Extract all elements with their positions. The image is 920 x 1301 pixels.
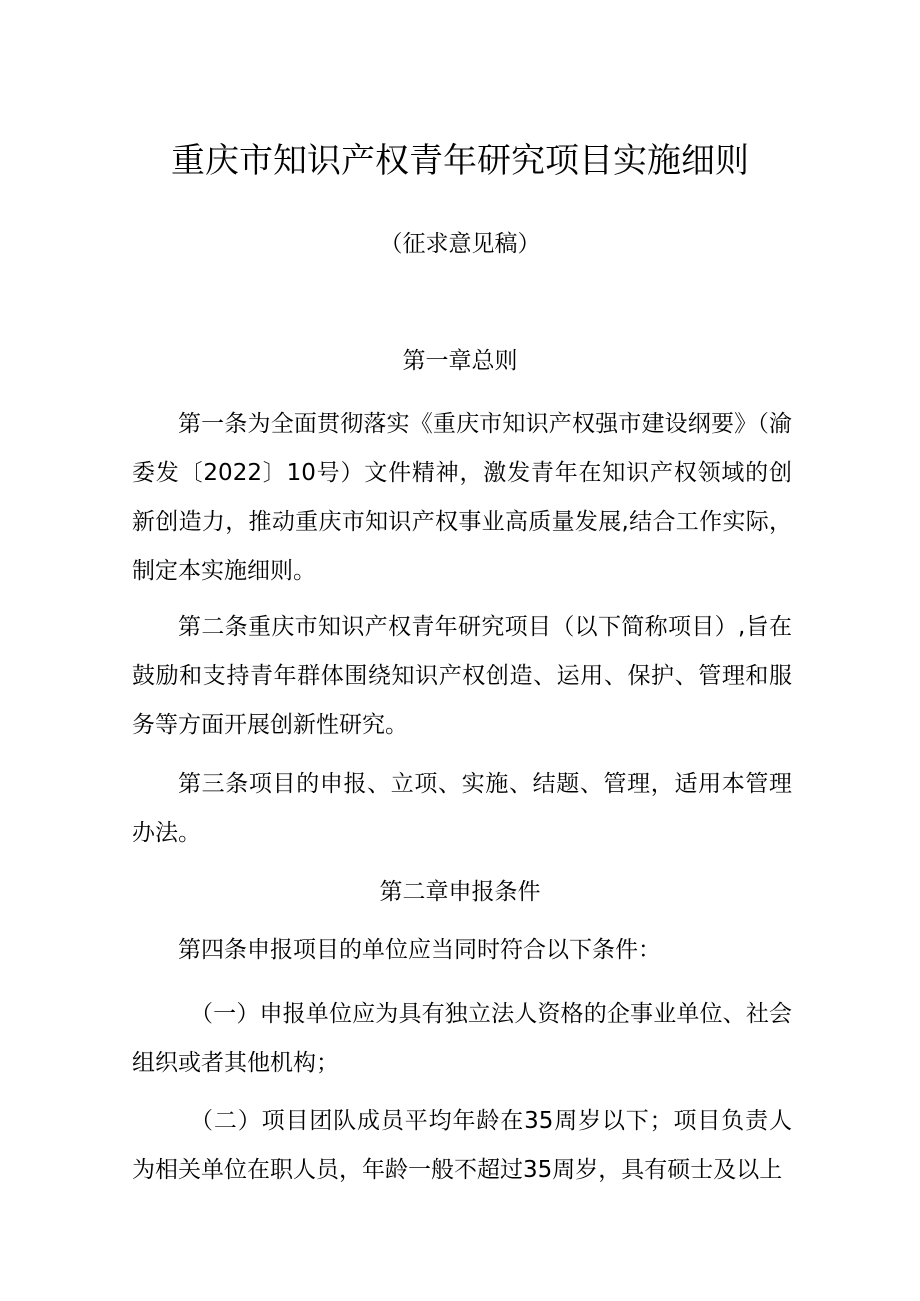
article-1: 第一条为全面贯彻落实《重庆市知识产权强市建设纲要》（渝委发〔2022〕10号）文件精神，激发青年在知识产权领域的创新创造力，推动重庆市知识产权事业高质量发展,结合工作实际，制定本实施细则。 <box>132 411 792 584</box>
article-2: 第二条重庆市知识产权青年研究项目（以下简称项目）,旨在鼓励和支持青年群体围绕知识产权创造、运用、保护、管理和服务等方面开展创新性研究。 <box>132 614 792 738</box>
condition-item-1: （一）申报单位应为具有独立法人资格的企事业单位、社会组织或者其他机构； <box>132 1001 792 1076</box>
document-subtitle: （征求意见稿） <box>379 231 541 257</box>
chapter-heading-2: 第二章申报条件 <box>379 879 541 905</box>
chapter-heading-1: 第一章总则 <box>402 348 518 374</box>
article-4: 第四条申报项目的单位应当同时符合以下条件： <box>178 937 661 963</box>
article-3: 第三条项目的申报、立项、实施、结题、管理，适用本管理办法。 <box>132 771 792 846</box>
condition-item-2: （二）项目团队成员平均年龄在35周岁以下；项目负责人为相关单位在职人员，年龄一般不超过35周岁，具有硕士及以上 <box>132 1108 792 1183</box>
document-title: 重庆市知识产权青年研究项目实施细则 <box>171 141 749 181</box>
